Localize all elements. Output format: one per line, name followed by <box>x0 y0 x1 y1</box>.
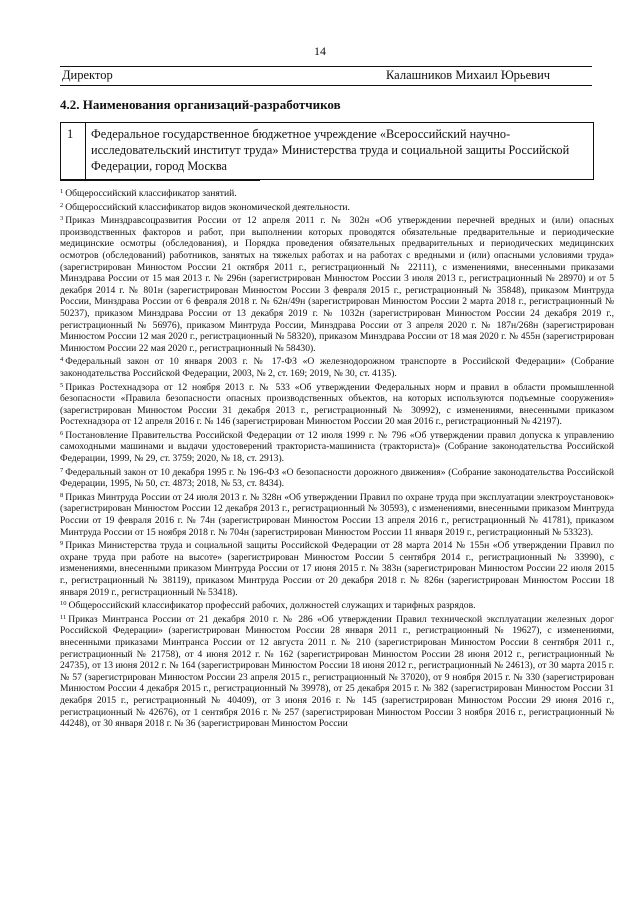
footnote-separator <box>60 180 260 181</box>
footnote <box>60 598 614 612</box>
organizations-table <box>60 122 594 180</box>
footnote <box>60 490 614 538</box>
footnote-number: 8 <box>60 491 64 499</box>
footnote <box>60 213 614 354</box>
director-row <box>60 66 592 86</box>
footnote <box>60 612 614 730</box>
footnote-text: Постановление Правительства Российской Федерации от 12 июля 1999 г. № 796 «Об утверждении правил допуска к управлению самоходными машинами и выдачи удостоверений тракториста-машиниста (тракториста)» (Собрание законодательства Российской Федерации, 1999, № 29, ст. 3759; 2020, № 18, ст. 2913). <box>60 429 614 465</box>
footnote <box>60 428 614 465</box>
section-title: 4.2. Наименования организаций-разработчиков <box>60 97 341 112</box>
footnote-text: Приказ Минздравсоцразвития России от 12 апреля 2011 г. № 302н «Об утверждении перечней вредных и (или) опасных производственных факторов и работ, при выполнении которых проводятся обязательные предварительные и периодические медицинские осмотры (обследования), и Порядка проведения обязательных предварительных и периодических медицинских осмотров (обследований) работников, занятых на тяжелых работах и на работах с вредными и (или) опасными условиями труда» (зарегистрирован Минюстом России 21 октября 2011 г., регистрационный № 22111), с изменениями, внесенными приказами Минздрава России от 15 мая 2013 г. № 296н (зарегистрирован Минюстом России 3 июля 2013 г., регистрационный № 28970) и от 5 декабря 2014 г. № 801н (зарегистрирован Минюстом России 3 февраля 2015 г., регистрационный № 35848), приказом Минтруда России, Минздрава России от 6 февраля 2018 г. № 62н/49н (зарегистрирован Минюстом России 2 марта 2018 г., регистрационный № 50237), приказом Минздрава России от 13 декабря 2019 г. № 1032н (зарегистрирован Минюстом России 24 декабря 2019 г., регистрационный № 56976), приказом Минтруда России, Минздрава России от 3 апреля 2020 г. № 187н/268н (зарегистрирован Минюстом России 12 мая 2020 г., регистрационный № 58320), приказом Минздрава России от 18 мая 2020 г. № 455н (зарегистрирован Минюстом России 22 мая 2020 г., регистрационный № 58430). <box>60 215 614 354</box>
footnotes <box>60 186 614 730</box>
footnote-text: Общероссийский классификатор видов экономической деятельности. <box>65 201 350 213</box>
org-name: Федеральное государственное бюджетное учреждение «Всероссийский научно-исследовательский институт труда» Министерства труда и социальной защиты Российской Федерации, город Москва <box>91 127 570 173</box>
org-number: 1 <box>67 127 74 141</box>
footnote-number: 3 <box>60 215 64 223</box>
footnote-number: 4 <box>60 356 64 364</box>
footnote-number: 6 <box>60 429 64 437</box>
footnote-number: 9 <box>60 540 64 548</box>
director-label: Директор <box>62 68 113 82</box>
footnote <box>60 380 614 428</box>
footnote-text: Общероссийский классификатор занятий. <box>65 188 237 199</box>
footnote-number: 5 <box>60 381 64 389</box>
footnote-text: Федеральный закон от 10 декабря 1995 г. № 196-ФЗ «О безопасности дорожного движения» (Собрание законодательства Российской Федерации, 1995, № 50, ст. 4873; 2018, № 53, ст. 8434). <box>60 466 614 490</box>
footnote-number: 7 <box>60 466 64 474</box>
page-number: 14 <box>314 44 326 58</box>
footnote <box>60 186 614 200</box>
footnote-text: Приказ Ростехнадзора от 12 ноября 2013 г. № 533 «Об утверждении Федеральных норм и правил в области промышленной безопасности «Правила безопасности опасных производственных объектов, на которых используются подъемные сооружения» (зарегистрирован Минюстом России 31 декабря 2013 г., регистрационный № 30992), с изменениями, внесенными приказом Ростехнадзора от 12 апреля 2016 г. № 146 (зарегистрирован Минюстом России 20 мая 2016 г., регистрационный № 42197). <box>60 381 614 428</box>
footnote <box>60 200 614 214</box>
footnote-number: 2 <box>60 201 64 209</box>
org-number-cell <box>61 123 86 179</box>
footnote-text: Приказ Министерства труда и социальной защиты Российской Федерации от 28 марта 2014 № 155н «Об утверждении Правил по охране труда при работе на высоте» (зарегистрирован Минюстом России 5 сентября 2014 г., регистрационный № 33990), с изменениями, внесенными приказом Минтруда России от 17 июня 2015 г. № 383н (зарегистрирован Минюстом России 22 июля 2015 г., регистрационный № 38119), приказом Минтруда России от 20 декабря 2018 г. № 826н (зарегистрирован Минюстом России 18 января 2019 г., регистрационный № 53418). <box>60 540 614 598</box>
footnote-text: Общероссийский классификатор профессий рабочих, должностей служащих и тарифных разрядов. <box>68 600 476 612</box>
footnote-text: Приказ Минтруда России от 24 июля 2013 г. № 328н «Об утверждении Правил по охране труда при эксплуатации электроустановок» (зарегистрирован Минюстом России 12 декабря 2013 г., регистрационный № 30593), с изменениями, внесенными приказом Минтруда России от 19 февраля 2016 г. № 74н (зарегистрирован Минюстом России 13 апреля 2016 г., регистрационный № 41781), приказом Минтруда России от 15 ноября 2018 г. № 704н (зарегистрирован Минюстом России 11 января 2019 г., регистрационный № 53323). <box>60 491 614 538</box>
footnote-text: Федеральный закон от 10 января 2003 г. № 17-ФЗ «О железнодорожном транспорте в Российской Федерации» (Собрание законодательства Российской Федерации, 2003, № 2, ст. 169; 2019, № 30, ст. 4135). <box>60 356 614 379</box>
footnote <box>60 538 614 598</box>
footnote-number: 11 <box>60 613 67 621</box>
director-name: Калашников Михаил Юрьевич <box>386 68 551 82</box>
footnote <box>60 465 614 490</box>
footnote-text: Приказ Минтранса России от 21 декабря 2010 г. № 286 «Об утверждении Правил технической эксплуатации железных дорог Российской Федерации» (зарегистрирован Минюстом России 28 января 2011 г., регистрационный № 19627), с изменениями, внесенными приказами Минтранса России от 12 августа 2011 г. № 210 (зарегистрирован Минюстом России 8 сентября 2011 г., регистрационный № 21758), от 4 июня 2012 г. № 162 (зарегистрирован Минюстом России 28 июня 2012 г., регистрационный № 24735), от 13 июня 2012 г. № 164 (зарегистрирован Минюстом России 18 июня 2012 г., регистрационный № 24613), от 30 марта 2015 г. № 57 (зарегистрирован Минюстом России 23 апреля 2015 г., регистрационный № 37020), от 9 ноября 2015 г. № 330 (зарегистрирован Минюстом России 4 декабря 2015 г., регистрационный № 39978), от 25 декабря 2015 г. № 382 (зарегистрирован Минюстом России 31 декабря 2015 г., регистрационный № 40409), от 3 июня 2016 г. № 145 (зарегистрирован Минюстом России 29 июня 2016 г., регистрационный № 42676), от 1 сентября 2016 г. № 257 (зарегистрирован Минюстом России 3 ноября 2016 г., регистрационный № 44248), от 30 января 2018 г. № 36 (зарегистрирован Минюстом России <box>60 613 614 730</box>
footnote-number: 10 <box>60 600 67 608</box>
footnote <box>60 354 614 379</box>
footnote-number: 1 <box>60 188 64 195</box>
